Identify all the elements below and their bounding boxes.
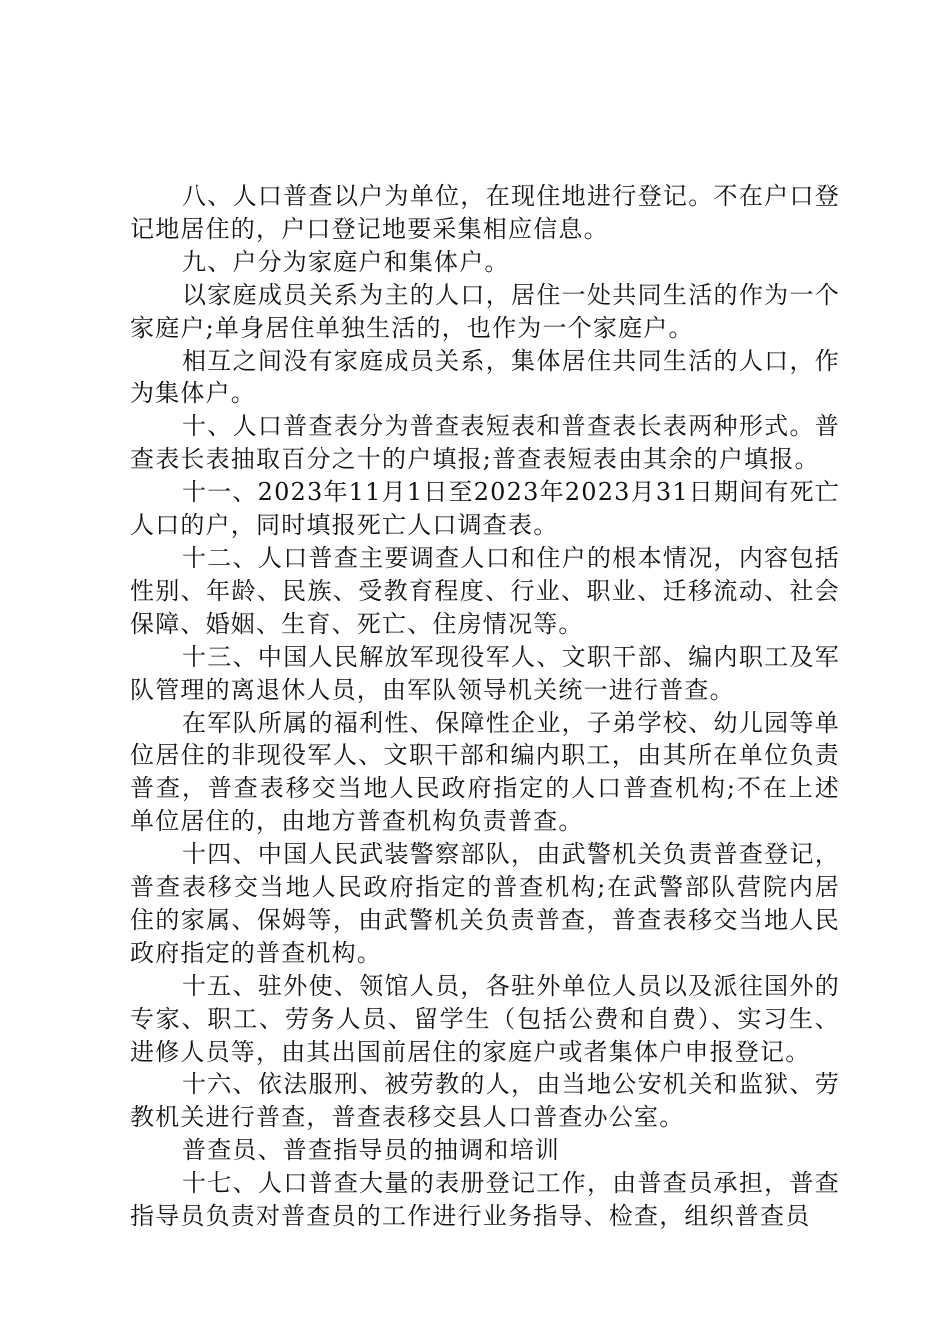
paragraph-family-household: 以家庭成员关系为主的人口，居住一处共同生活的作为一个家庭户;单身居住单独生活的，也作为一个家庭户。 [130,280,840,342]
paragraph-14-armed-police: 十四、中国人民武装警察部队，由武警机关负责普查登记，普查表移交当地人民政府指定的普查机构;在武警部队营院内居住的家属、保姆等，由武警机关负责普查，普查表移交当地人民政府指定的普查机构。 [130,840,840,967]
paragraph-8-household-registration: 八、人口普查以户为单位，在现住地进行登记。不在户口登记地居住的，户口登记地要采集相应信息。 [130,182,840,243]
paragraph-13-military: 十三、中国人民解放军现役军人、文职干部、编内职工及军队管理的离退休人员，由军队领导机关统一进行普查。 [130,642,840,704]
paragraph-12-survey-content: 十二、人口普查主要调查人口和住户的根本情况，内容包括性别、年龄、民族、受教育程度、行业、职业、迁移流动、社会保障、婚姻、生育、死亡、住房情况等。 [130,543,840,638]
paragraph-military-units: 在军队所属的福利性、保障性企业，子弟学校、幼儿园等单位居住的非现役军人、文职干部和编内职工，由其所在单位负责普查，普查表移交当地人民政府指定的人口普查机构;不在上述单位居住的，由地方普查机构负责普查。 [130,708,840,836]
paragraph-16-prisoners: 十六、依法服刑、被劳教的人，由当地公安机关和监狱、劳教机关进行普查，普查表移交县人口普查办公室。 [130,1070,840,1132]
paragraph-collective-household: 相互之间没有家庭成员关系，集体居住共同生活的人口，作为集体户。 [130,346,840,408]
paragraph-10-census-forms: 十、人口普查表分为普查表短表和普查表长表两种形式。普查表长表抽取百分之十的户填报;普查表短表由其余的户填报。 [130,412,840,474]
document-body [130,180,840,1233]
paragraph-17-enumerators: 十七、人口普查大量的表册登记工作，由普查员承担，普查指导员负责对普查员的工作进行业务指导、检查，组织普查员 [130,1169,840,1231]
paragraph-11-death-survey: 十一、2023年11月1日至2023年2023月31日期间有死亡人口的户，同时填报死亡人口调查表。 [130,478,840,540]
paragraph-9-household-types: 九、户分为家庭户和集体户。 [182,247,510,276]
paragraph-15-overseas-personnel: 十五、驻外使、领馆人员，各驻外单位人员以及派往国外的专家、职工、劳务人员、留学生（包括公费和自费）、实习生、进修人员等，由其出国前居住的家庭户或者集体户申报登记。 [130,971,840,1066]
section-heading-enumerator-training: 普查员、普查指导员的抽调和培训 [182,1136,560,1165]
